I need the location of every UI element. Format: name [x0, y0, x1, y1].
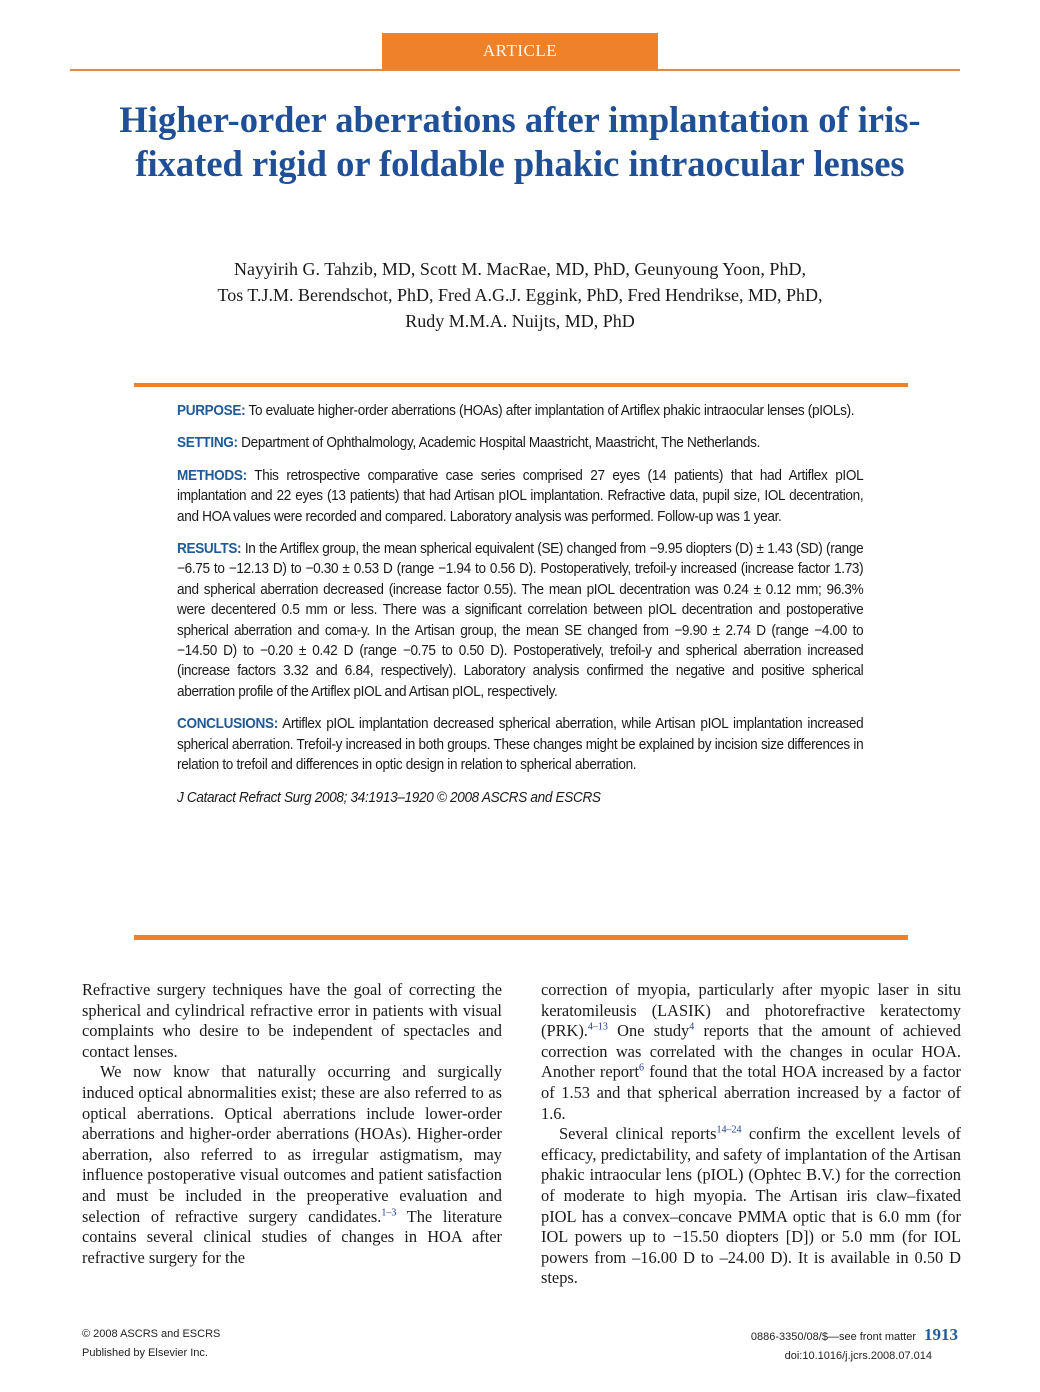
body-text: correction of myopia, particularly after myopic laser in situ keratomileusis (LASIK) and photorefractive keratectomy (PRK). [541, 980, 961, 1041]
setting-label: SETTING: [177, 435, 238, 452]
journal-citation: J Cataract Refract Surg 2008; 34:1913–1920 © 2008 ASCRS and ESCRS [177, 789, 601, 806]
abstract-setting [177, 433, 863, 453]
reference-link[interactable]: 6 [639, 1062, 645, 1074]
author-list [100, 256, 940, 334]
body-text: found that the total HOA increased by a factor of 1.53 and that spherical aberration increased by a factor of 1.6. [541, 1062, 961, 1123]
abstract-results [177, 539, 863, 702]
author-line: Tos T.J.M. Berendschot, PhD, Fred A.G.J. Eggink, PhD, Fred Hendrikse, MD, PhD, [217, 285, 823, 305]
setting-text: Department of Ophthalmology, Academic Hospital Maastricht, Maastricht, The Netherlands. [237, 435, 761, 452]
methods-text: This retrospective comparative case series comprised 27 eyes (14 patients) that had Artiflex pIOL implantation and 22 eyes (13 patients) that had Artisan pIOL implantation. Refractive data, pupil size, IOL decentration, and HOA values were recorded and compared. Laboratory analysis was performed. Follow-up was 1 year. [177, 467, 864, 525]
publisher-notice: Published by Elsevier Inc. [82, 1347, 208, 1359]
body-column-right [541, 980, 961, 1289]
body-paragraph: Refractive surgery techniques have the goal of correcting the spherical and cylindrical refractive error in patients with visual complaints who desire to be independent of spectacles and contact lenses. [82, 980, 502, 1061]
reference-link[interactable]: 4 [689, 1021, 695, 1033]
article-title: Higher-order aberrations after implantation of iris-fixated rigid or foldable phakic intraocular lenses [119, 99, 921, 184]
abstract-conclusions [177, 714, 863, 775]
reference-link[interactable]: 4–13 [587, 1021, 608, 1033]
header-rule [70, 69, 960, 71]
body-text: confirm the excellent levels of efficacy, predictability, and safety of implantation of the Artisan phakic intraocular lens (pIOL) (Ophtec B.V.) for the correction of moderate to high myopia. The Artisan iris claw–fixated pIOL has a convex–concave PMMA optic that is 6.0 mm (for IOL powers up to −15.50 diopters [D]) or 5.0 mm (for IOL powers from –16.00 D to –24.00 D). It is available in 0.50 D steps. [541, 1124, 961, 1288]
body-text: The literature contains several clinical studies of changes in HOA after refractive surgery for the [82, 1206, 502, 1267]
results-label: RESULTS: [177, 541, 242, 558]
body-text: reports that the amount of achieved correction was correlated with the changes in ocular HOA. Another report [541, 1021, 961, 1082]
doi-link[interactable]: doi:10.1016/j.jcrs.2008.07.014 [784, 1350, 932, 1362]
abstract-top-rule [134, 383, 908, 387]
footer-right [751, 1325, 958, 1366]
issn-text: 0886-3350/08/$—see front matter [750, 1331, 916, 1343]
purpose-label: PURPOSE: [177, 403, 246, 419]
reference-link[interactable]: 14–24 [716, 1124, 742, 1136]
body-column-left [82, 980, 502, 1268]
body-text: Several clinical reports [559, 1124, 717, 1144]
abstract [177, 401, 864, 820]
body-paragraph [541, 980, 961, 1124]
section-label: ARTICLE [382, 33, 658, 69]
abstract-purpose [177, 401, 863, 421]
copyright-notice: © 2008 ASCRS and ESCRS [82, 1328, 221, 1340]
methods-label: METHODS: [177, 467, 247, 484]
conclusions-text: Artiflex pIOL implantation decreased spherical aberration, while Artisan pIOL implantation increased spherical aberration. Trefoil-y increased in both groups. These changes might be explained by incision size differences in relation to trefoil and differences in optic design in relation to spherical aberration. [177, 716, 864, 774]
purpose-text: To evaluate higher-order aberrations (HOAs) after implantation of Artiflex phakic intraocular lenses (pIOLs). [245, 403, 855, 419]
author-line: Rudy M.M.A. Nuijts, MD, PhD [405, 311, 635, 331]
body-text: One study [607, 1021, 690, 1041]
results-text: In the Artiflex group, the mean spherical equivalent (SE) changed from −9.95 diopters (D) ± 1.43 (SD) (range −6.75 to −12.13 D) to −0.30 ± 0.53 D (range −1.94 to 0.56 D). Postoperatively, trefoil-y increased (increase factor 1.73) and spherical aberration decreased (increase factor 0.55). The mean pIOL decentration was 0.24 ± 0.12 mm; 96.3% were decentered 0.5 mm or less. There was a significant correlation between pIOL decentration and postoperative spherical aberration and coma-y. In the Artisan group, the mean SE changed from −9.90 ± 2.74 D (range −4.00 to −14.50 D) to −0.20 ± 0.42 D (range −0.75 to 0.50 D). Postoperatively, trefoil-y and spherical aberration increased (increase factors 3.32 and 6.84, respectively). Laboratory analysis confirmed the negative and positive spherical aberration profile of the Artiflex pIOL and Artisan pIOL, respectively. [177, 541, 864, 700]
reference-link[interactable]: 1–3 [381, 1207, 397, 1219]
author-line: Nayyirih G. Tahzib, MD, Scott M. MacRae, MD, PhD, Geunyoung Yoon, PhD, [234, 259, 806, 279]
body-paragraph [82, 1062, 502, 1268]
abstract-methods [177, 466, 863, 527]
body-paragraph [541, 1124, 961, 1289]
issn-line [751, 1325, 958, 1347]
abstract-bottom-rule [134, 935, 908, 940]
conclusions-label: CONCLUSIONS: [177, 716, 278, 733]
page-number: 1913 [924, 1325, 958, 1344]
footer-left [82, 1325, 220, 1363]
body-text: We now know that naturally occurring and surgically induced optical abnormalities exist; these are also referred to as optical aberrations. Optical aberrations include lower-order aberrations and higher-order aberrations (HOAs). Higher-order aberration, also referred to as irregular astigmatism, may influence postoperative visual outcomes and patient satisfaction and must be included in the preoperative evaluation and selection of refractive surgery candidates. [82, 1062, 502, 1226]
